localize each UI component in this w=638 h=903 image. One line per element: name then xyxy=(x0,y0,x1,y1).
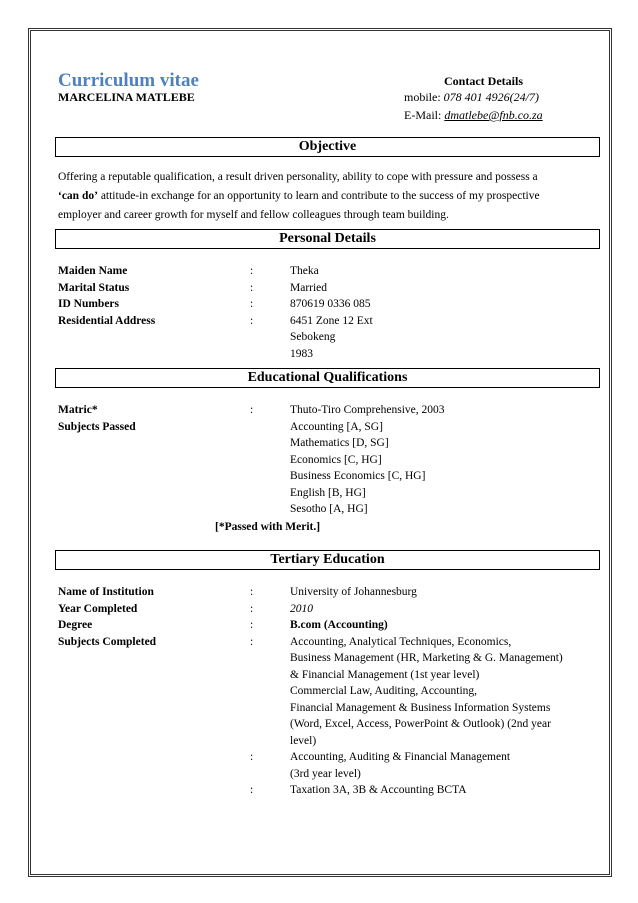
education-colon: : xyxy=(250,404,254,416)
tertiary-row xyxy=(58,766,600,783)
tertiary-row xyxy=(58,634,600,651)
personal-value: Theka xyxy=(290,265,319,277)
tertiary-colon xyxy=(250,667,290,684)
tertiary-value: Financial Management & Business Information Systems xyxy=(290,701,551,714)
candidate-name: MARCELINA MATLEBE xyxy=(58,90,195,104)
tertiary-value: Commercial Law, Auditing, Accounting, xyxy=(290,685,478,697)
tertiary-value: level) xyxy=(290,734,317,747)
tertiary-value: & Financial Management (1st year level) xyxy=(290,668,480,681)
objective-line-3: employer and career growth for myself and fellow colleagues through team building. xyxy=(58,209,449,221)
document-title: Curriculum vitae xyxy=(58,70,199,91)
education-row xyxy=(58,452,600,469)
tertiary-label xyxy=(58,733,250,750)
tertiary-colon: : xyxy=(250,619,254,631)
personal-colon: : xyxy=(250,281,254,294)
personal-row xyxy=(58,346,600,363)
tertiary-value: B.com (Accounting) xyxy=(290,619,388,631)
personal-row xyxy=(58,313,600,330)
personal-details-list xyxy=(58,263,600,362)
tertiary-row xyxy=(58,700,600,717)
education-colon xyxy=(250,419,290,436)
tertiary-label: Degree xyxy=(58,619,93,631)
personal-row xyxy=(58,280,600,297)
education-colon xyxy=(250,452,290,469)
tertiary-row xyxy=(58,617,600,634)
education-label xyxy=(58,435,250,452)
tertiary-label: Year Completed xyxy=(58,602,138,615)
tertiary-row xyxy=(58,667,600,684)
personal-label: ID Numbers xyxy=(58,298,120,310)
tertiary-value: Business Management (HR, Marketing & G. Management) xyxy=(290,652,563,664)
personal-colon xyxy=(250,346,290,363)
education-label xyxy=(58,485,250,502)
tertiary-colon xyxy=(250,766,290,783)
personal-value: Married xyxy=(290,281,328,294)
tertiary-list xyxy=(58,584,600,799)
personal-details-heading: Personal Details xyxy=(55,229,600,249)
education-label xyxy=(58,501,250,518)
tertiary-label xyxy=(58,683,250,700)
tertiary-colon xyxy=(250,683,290,700)
education-label: Matric* xyxy=(58,404,98,416)
contact-heading: Contact Details xyxy=(444,74,523,88)
objective-line-1: Offering a reputable qualification, a result driven personality, ability to cope with pressure and possess a xyxy=(58,171,538,183)
tertiary-label xyxy=(58,782,250,799)
education-colon xyxy=(250,435,290,452)
education-value: Business Economics [C, HG] xyxy=(290,470,426,482)
personal-colon xyxy=(250,329,290,346)
tertiary-row xyxy=(58,650,600,667)
education-colon xyxy=(250,501,290,518)
tertiary-row xyxy=(58,782,600,799)
tertiary-row xyxy=(58,733,600,750)
education-row xyxy=(58,435,600,452)
personal-colon: : xyxy=(250,314,254,327)
personal-value: 6451 Zone 12 Ext xyxy=(290,314,373,327)
tertiary-colon: : xyxy=(250,586,254,598)
tertiary-label xyxy=(58,667,250,684)
tertiary-colon: : xyxy=(250,602,254,615)
education-colon xyxy=(250,468,290,485)
tertiary-row xyxy=(58,749,600,766)
tertiary-colon xyxy=(250,650,290,667)
education-value: Economics [C, HG] xyxy=(290,453,382,466)
education-row xyxy=(58,402,600,419)
education-label xyxy=(58,468,250,485)
tertiary-row xyxy=(58,683,600,700)
tertiary-label xyxy=(58,716,250,733)
objective-line-2 xyxy=(58,187,596,206)
personal-value: 1983 xyxy=(290,347,313,360)
mobile-value: 078 401 4926(24/7) xyxy=(443,90,539,104)
objective-text xyxy=(58,168,596,225)
education-value: Mathematics [D, SG] xyxy=(290,437,389,449)
tertiary-label xyxy=(58,749,250,766)
education-value: Accounting [A, SG] xyxy=(290,420,383,433)
personal-row xyxy=(58,296,600,313)
personal-row xyxy=(58,263,600,280)
personal-colon: : xyxy=(250,265,254,277)
tertiary-row xyxy=(58,584,600,601)
education-row xyxy=(58,468,600,485)
objective-heading: Objective xyxy=(55,137,600,157)
tertiary-colon xyxy=(250,700,290,717)
tertiary-colon xyxy=(250,716,290,733)
tertiary-value: Accounting, Analytical Techniques, Economics, xyxy=(290,635,512,648)
personal-value: Sebokeng xyxy=(290,331,336,343)
personal-colon: : xyxy=(250,298,254,310)
tertiary-row xyxy=(58,716,600,733)
personal-label xyxy=(58,346,250,363)
email-line xyxy=(404,108,543,123)
tertiary-label: Name of Institution xyxy=(58,586,154,598)
education-row xyxy=(58,501,600,518)
personal-label: Maiden Name xyxy=(58,265,128,277)
education-value: Thuto-Tiro Comprehensive, 2003 xyxy=(290,404,445,416)
education-heading: Educational Qualifications xyxy=(55,368,600,388)
tertiary-heading: Tertiary Education xyxy=(55,550,600,570)
education-value: Sesotho [A, HG] xyxy=(290,503,368,515)
tertiary-value: Accounting, Auditing & Financial Management xyxy=(290,751,511,763)
education-row xyxy=(58,419,600,436)
personal-value: 870619 0336 085 xyxy=(290,298,371,310)
personal-label xyxy=(58,329,250,346)
tertiary-label xyxy=(58,700,250,717)
objective-line-2-rest: attitude-in exchange for an opportunity to learn and contribute to the success of my prospective xyxy=(97,190,540,202)
tertiary-value: 2010 xyxy=(290,602,313,615)
tertiary-colon xyxy=(250,733,290,750)
merit-note: [*Passed with Merit.] xyxy=(215,521,321,533)
tertiary-label: Subjects Completed xyxy=(58,635,157,648)
personal-label: Residential Address xyxy=(58,314,156,327)
tertiary-value: Taxation 3A, 3B & Accounting BCTA xyxy=(290,784,467,796)
education-list xyxy=(58,402,600,518)
mobile-line xyxy=(404,90,539,105)
education-value: English [B, HG] xyxy=(290,486,366,499)
education-label: Subjects Passed xyxy=(58,420,136,433)
can-do-phrase: ‘can do’ xyxy=(58,190,98,202)
mobile-label: mobile: xyxy=(404,90,441,104)
tertiary-value: (Word, Excel, Access, PowerPoint & Outlook) (2nd year xyxy=(290,718,551,730)
email-link[interactable]: dmatlebe@fnb.co.za xyxy=(444,108,543,122)
tertiary-label xyxy=(58,766,250,783)
email-label: E-Mail: xyxy=(404,108,442,122)
personal-label: Marital Status xyxy=(58,281,130,294)
education-row xyxy=(58,485,600,502)
tertiary-value: (3rd year level) xyxy=(290,767,361,780)
tertiary-colon: : xyxy=(250,635,254,648)
tertiary-colon: : xyxy=(250,784,254,796)
education-colon xyxy=(250,485,290,502)
tertiary-colon: : xyxy=(250,751,254,763)
tertiary-row xyxy=(58,601,600,618)
tertiary-label xyxy=(58,650,250,667)
education-label xyxy=(58,452,250,469)
personal-row xyxy=(58,329,600,346)
tertiary-value: University of Johannesburg xyxy=(290,586,417,598)
